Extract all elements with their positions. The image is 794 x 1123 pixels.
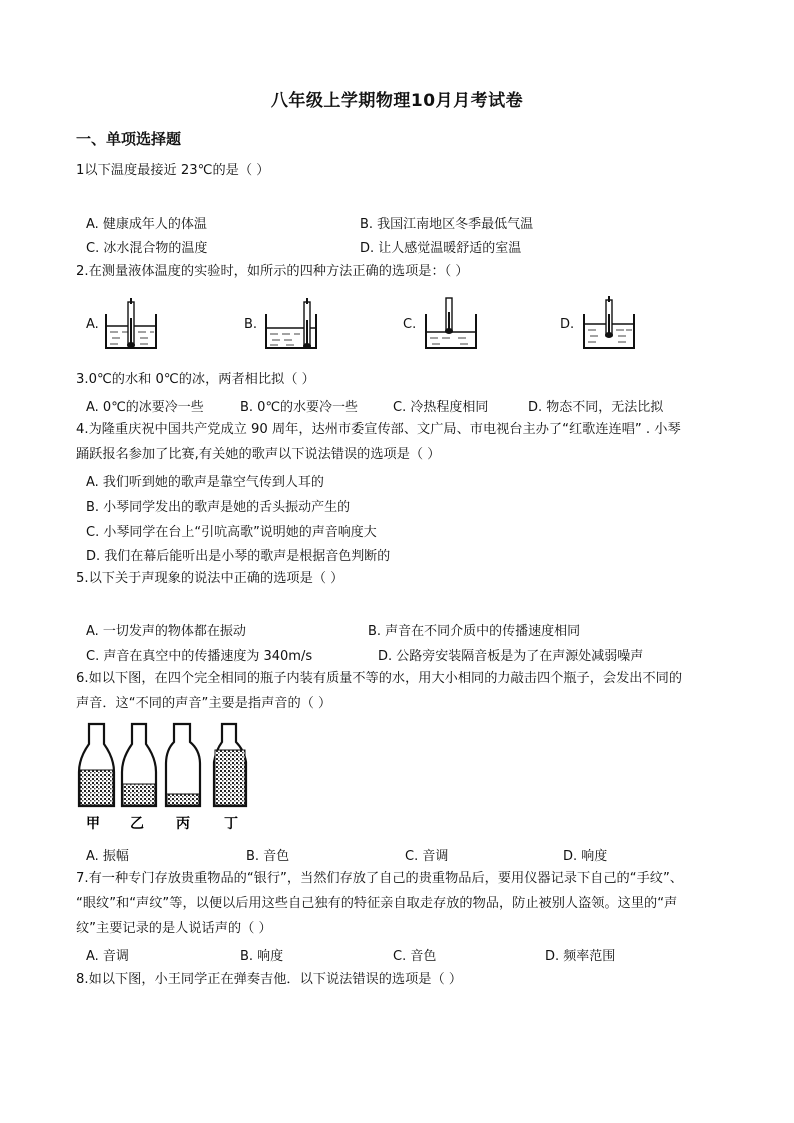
water-bottles-figure [76,722,248,834]
q5-option-d[interactable]: D. 公路旁安装隔音板是为了在声源处减弱噪声 [378,649,644,664]
q2-option-d[interactable]: D. [560,317,575,332]
q5-option-a[interactable]: A. 一切发声的物体都在振动 [86,624,246,639]
question-8-stem: 8.如以下图，小王同学正在弹奏吉他．以下说法错误的选项是（ ） [76,972,463,987]
q6-option-b[interactable]: B. 音色 [246,849,290,864]
question-7-stem-line1: 7.有一种专门存放贵重物品的“银行”，当然们存放了自己的贵重物品后，要用仪器记录下自己的“手纹”、 [76,871,683,886]
bottle-label-ding: 丁 [224,816,238,832]
q3-option-d[interactable]: D. 物态不同，无法比拟 [528,400,664,415]
question-1-stem: 1以下温度最接近 23℃的是（ ） [76,163,270,178]
thermometer-beaker-c [424,298,480,354]
q2-option-a[interactable]: A. [86,317,99,332]
bottle-label-yi: 乙 [130,816,144,832]
question-3-stem: 3.0℃的水和 0℃的冰，两者相比拟（ ） [76,372,315,387]
page-title: 八年级上学期物理10月月考试卷 [270,91,524,111]
q6-option-a[interactable]: A. 振幅 [86,849,129,864]
question-5-stem: 5.以下关于声现象的说法中正确的选项是（ ） [76,571,344,586]
thermometer-beaker-a [104,298,160,354]
q3-option-b[interactable]: B. 0℃的水要冷一些 [240,400,359,415]
q7-option-d[interactable]: D. 频率范围 [545,949,616,964]
thermometer-beaker-d [582,296,638,354]
question-6-stem-line1: 6.如以下图，在四个完全相同的瓶子内装有质量不等的水，用大小相同的力敲击四个瓶子，会发出不同的 [76,671,683,686]
q6-option-d[interactable]: D. 响度 [563,849,608,864]
q1-option-b[interactable]: B. 我国江南地区冬季最低气温 [360,217,534,232]
q5-option-c[interactable]: C. 声音在真空中的传播速度为 340m/s [86,649,313,664]
question-4-stem-line1: 4.为隆重庆祝中国共产党成立 90 周年，达州市委宣传部、文广局、市电视台主办了“红歌连连唱” . 小琴 [76,422,681,437]
q1-option-a[interactable]: A. 健康成年人的体温 [86,217,207,232]
q7-option-c[interactable]: C. 音色 [393,949,437,964]
q1-option-d[interactable]: D. 让人感觉温暖舒适的室温 [360,241,522,256]
section-heading: 一、单项选择题 [76,130,182,148]
q3-option-c[interactable]: C. 冷热程度相同 [393,400,489,415]
q3-option-a[interactable]: A. 0℃的冰要冷一些 [86,400,204,415]
q2-option-c[interactable]: C. [403,317,417,332]
q5-option-b[interactable]: B. 声音在不同介质中的传播速度相同 [368,624,581,639]
q4-option-d[interactable]: D. 我们在幕后能听出是小琴的歌声是根据音色判断的 [86,549,391,564]
q4-option-b[interactable]: B. 小琴同学发出的歌声是她的舌头振动产生的 [86,500,351,515]
question-7-stem-line2: “眼纹”和“声纹”等，以便以后用这些自己独有的特征亲自取走存放的物品，防止被别人盗领。这里的“声 [76,896,678,911]
q4-option-c[interactable]: C. 小琴同学在台上“引吭高歌”说明她的声音响度大 [86,525,377,540]
q6-option-c[interactable]: C. 音调 [405,849,449,864]
q1-option-c[interactable]: C. 冰水混合物的温度 [86,241,208,256]
q7-option-b[interactable]: B. 响度 [240,949,284,964]
question-6-stem-line2: 声音．这“不同的声音”主要是指声音的（ ） [76,696,332,711]
bottle-label-jia: 甲 [86,816,100,832]
q2-option-b[interactable]: B. [244,317,258,332]
thermometer-beaker-b [264,298,320,354]
q7-option-a[interactable]: A. 音调 [86,949,129,964]
question-2-stem: 2.在测量液体温度的实验时，如所示的四种方法正确的选项是：（ ） [76,264,469,279]
question-4-stem-line2: 踊跃报名参加了比赛,有关她的歌声以下说法错误的选项是（ ） [76,447,441,462]
q4-option-a[interactable]: A. 我们听到她的歌声是靠空气传到人耳的 [86,475,324,490]
bottle-label-bing: 丙 [176,816,190,832]
question-7-stem-line3: 纹”主要记录的是人说话声的（ ） [76,921,272,936]
